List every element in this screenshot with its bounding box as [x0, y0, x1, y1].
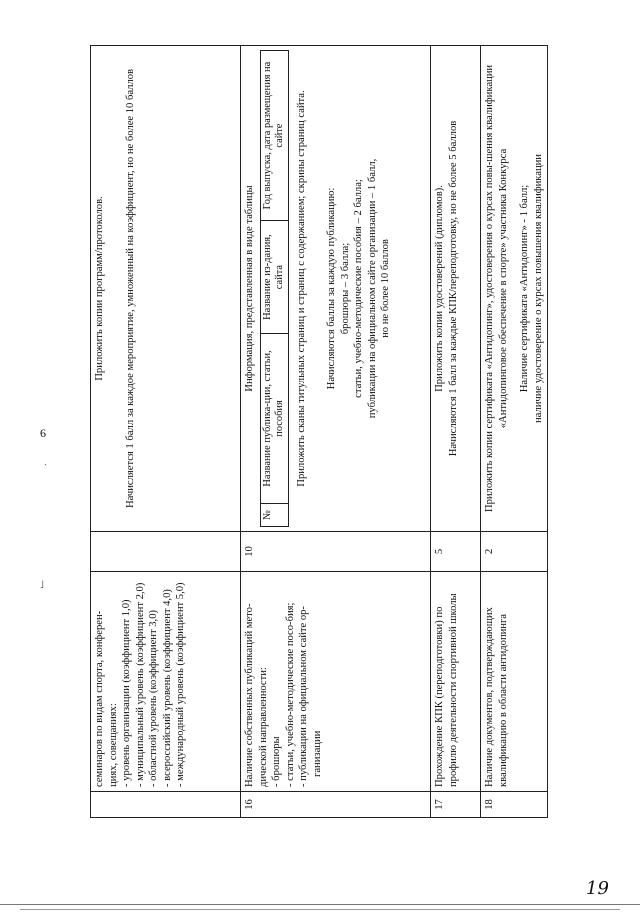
scoring-line: публикации на официальном сайте организации – 1 балл, [366, 158, 378, 419]
scoring-text: Начисляются 1 балл за каждые КПК/переподготовку, но не более 5 баллов [447, 120, 459, 457]
criterion-line: - областной уровень (коэффициент 3,0) [148, 609, 160, 787]
criterion-line: - муниципальный уровень (коэффициент 2,0) [134, 582, 146, 787]
points-cell: 2 [481, 532, 548, 572]
scan-speck: ˏ [44, 455, 48, 466]
criterion-line: циях, совещаниях: [107, 703, 119, 787]
criterion-cell [91, 572, 241, 792]
scoring-text: Начисляется 1 балл за каждое мероприятие, умноженный на коэффициент, но не более 10 баллов [124, 68, 136, 509]
documents-cell [431, 46, 481, 532]
criterion-cell [241, 572, 431, 792]
scan-edge-line [0, 904, 640, 905]
points-cell: 10 [241, 532, 431, 572]
criterion-cell: Прохождение КПК (переподготовки) по профилю деятельности спортивной школы [431, 572, 481, 792]
documents-text: Приложить копии удостоверений (дипломов). [434, 185, 445, 392]
info-header: Информация, представленная в виде таблицы [244, 185, 255, 392]
documents-cell [91, 46, 241, 532]
row-number: 17 [431, 792, 481, 818]
criterion-title: Наличие собственных публикаций мето-дической направленности: [244, 603, 269, 787]
documents-text: Приложить копии сертификата «Антидопинг», удостоверения о курсах повы-шения квалификации «Антидопинговое обеспечение в спорте» участника Конкурса [484, 64, 509, 513]
inner-header: № [260, 504, 288, 527]
row-number: 18 [481, 792, 548, 818]
documents-text: Приложить копии программ/протоколов. [94, 196, 105, 381]
documents-cell [481, 46, 548, 532]
table-row [431, 46, 481, 818]
criterion-line: семинаров по видам спорта, конферен- [94, 610, 105, 787]
documents-cell [241, 46, 431, 532]
points-cell: 5 [431, 532, 481, 572]
page-number: 6 [40, 426, 46, 440]
criteria-table [90, 45, 548, 818]
table-row [481, 46, 548, 818]
handwritten-page-number: 19 [586, 878, 609, 899]
criterion-list [270, 576, 324, 787]
inner-header: Название из-дания, сайта [260, 221, 288, 334]
list-item: - брошюры [271, 736, 283, 787]
criterion-line: - международный уровень (коэффициент 5,0) [175, 582, 187, 787]
list-item: - публикации на официальном сайте ор-ганизации [298, 606, 323, 787]
criterion-line: - всероссийский уровень (коэффициент 4,0) [161, 589, 173, 787]
scoring-line: брошюры – 3 балла; [339, 242, 351, 335]
criterion-cell: Наличие документов, подтверждающих квалификацию в области антидопинга [481, 572, 548, 792]
scan-edge-line [20, 909, 620, 910]
row-number: 16 [241, 792, 431, 818]
criterion-line: - уровень организации (коэффициент 1,0) [121, 599, 133, 787]
attach-text: Приложить сканы титульных страниц и страниц с содержанием; скрины страниц сайта. [295, 90, 307, 487]
scoring-line: Начисляются баллы за каждую публикацию: [326, 187, 338, 390]
inner-header: Название публика-ции, статьи, пособия [260, 333, 288, 503]
scoring-line: но не более 10 баллов [380, 239, 392, 338]
list-item: - статьи, учебно-методические посо-бия; [284, 602, 296, 787]
rotated-page [90, 45, 544, 818]
points-cell [91, 532, 241, 572]
row-number [91, 792, 241, 818]
inner-header: Год выпуска, дата размещения на сайте [260, 51, 288, 221]
table-row [91, 46, 241, 818]
publications-table [260, 50, 289, 527]
scan-speck: ˩ [40, 580, 44, 591]
table-row [241, 46, 431, 818]
scoring-text: Наличие сертификата «Антидопинг» - 1 балл; [519, 184, 531, 393]
scoring-text: наличие удостоверение о курсах повышения квалификации [532, 154, 544, 423]
scoring-line: статьи, учебно-методические пособия – 2 балла; [353, 179, 365, 398]
